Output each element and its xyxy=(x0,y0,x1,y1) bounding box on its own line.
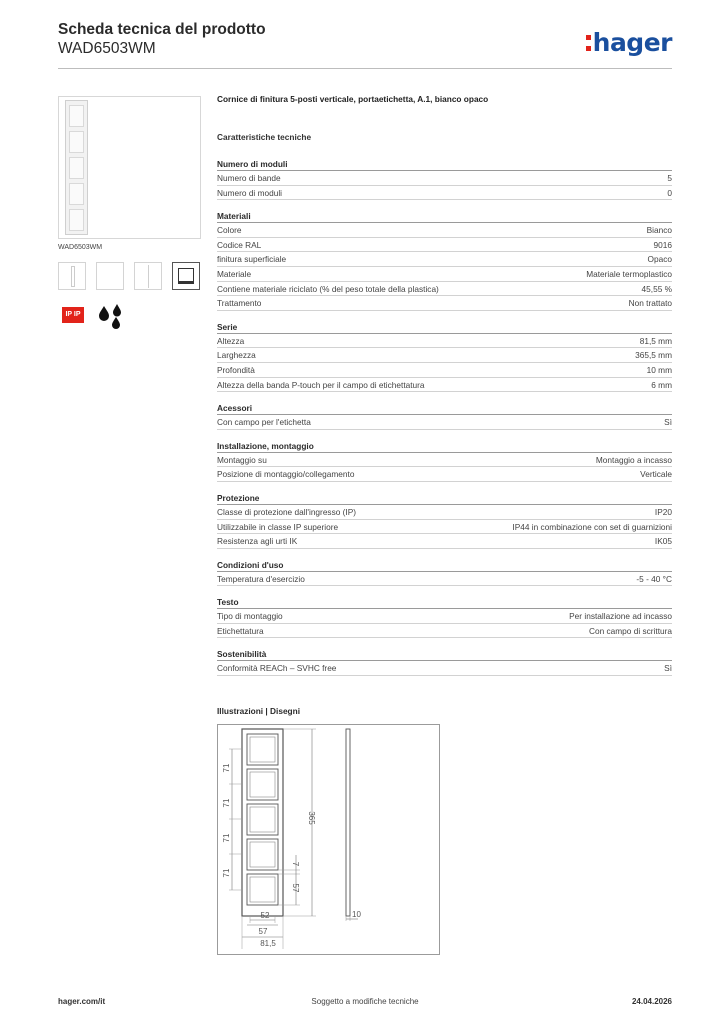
spec-label: Contiene materiale riciclato (% del peso totale della plastica) xyxy=(217,283,439,294)
spec-row xyxy=(217,223,672,238)
dim-width-total: 81,5 xyxy=(260,939,276,948)
logo-dots-icon xyxy=(586,28,591,51)
spec-value: IP20 xyxy=(654,506,672,517)
dim-height: 365 xyxy=(307,811,316,825)
spec-label: Colore xyxy=(217,225,242,236)
frame-edge-thumb[interactable] xyxy=(134,262,162,290)
section-title: Caratteristiche tecniche xyxy=(217,132,312,142)
spec-row xyxy=(217,467,672,482)
spec-value: 9016 xyxy=(653,239,672,250)
spec-value: -5 - 40 °C xyxy=(636,573,672,584)
spec-value: IP44 in combinazione con set di guarnizioni xyxy=(512,521,672,532)
hager-logo: hager xyxy=(586,28,672,57)
dim-inner: 52 xyxy=(260,911,270,920)
spec-row xyxy=(217,348,672,363)
spec-row xyxy=(217,520,672,535)
spec-row xyxy=(217,238,672,253)
spec-row xyxy=(217,267,672,282)
footer-notice: Soggetto a modifiche tecniche xyxy=(311,997,419,1006)
group-title: Acessori xyxy=(217,402,672,415)
group-title: Protezione xyxy=(217,492,672,505)
group-title: Materiali xyxy=(217,210,672,223)
document-title: Scheda tecnica del prodotto xyxy=(58,21,266,38)
spec-row xyxy=(217,252,672,267)
frame-drawing xyxy=(65,100,88,235)
label-holder-thumb[interactable] xyxy=(172,262,200,290)
spec-row xyxy=(217,572,672,587)
dim-pitch-4: 71 xyxy=(222,868,231,878)
tech-specs xyxy=(217,94,672,686)
spec-label: Posizione di montaggio/collegamento xyxy=(217,469,355,480)
dim-cell: 57 xyxy=(291,883,300,893)
spec-label: Con campo per l'etichetta xyxy=(217,417,311,428)
spec-label: Altezza della banda P-touch per il campo di etichettatura xyxy=(217,379,425,390)
dimension-drawing xyxy=(218,725,441,956)
spec-label: Temperatura d'esercizio xyxy=(217,573,305,584)
spec-label: Numero di bande xyxy=(217,173,281,183)
frame-front-thumb[interactable] xyxy=(58,262,86,290)
spec-value: IK05 xyxy=(654,536,672,547)
spec-value: Verticale xyxy=(640,469,672,480)
dim-width-outer: 57 xyxy=(258,927,268,936)
group-title: Numero di moduli xyxy=(217,158,672,171)
spec-label: Numero di moduli xyxy=(217,187,283,198)
spec-label: Montaggio su xyxy=(217,454,267,465)
spec-value: Materiale termoplastico xyxy=(586,268,672,279)
group-title: Condizioni d'uso xyxy=(217,559,672,572)
spec-row xyxy=(217,186,672,201)
spec-row xyxy=(217,378,672,393)
group-title: Installazione, montaggio xyxy=(217,440,672,453)
spec-value: 5 xyxy=(667,173,672,183)
spec-label: Materiale xyxy=(217,268,252,279)
spec-row xyxy=(217,171,672,186)
spec-label: Profondità xyxy=(217,364,255,375)
spec-row xyxy=(217,624,672,639)
dim-gap: 7 xyxy=(291,861,300,867)
product-description: Cornice di finitura 5-posti verticale, portaetichetta, A.1, bianco opaco xyxy=(217,94,489,104)
group-title: Testo xyxy=(217,596,672,609)
spec-label: Classe di protezione dall'ingresso (IP) xyxy=(217,506,357,517)
spec-value: Non trattato xyxy=(628,298,672,309)
product-image xyxy=(58,96,201,239)
frame-side-thumb[interactable] xyxy=(96,262,124,290)
product-code: WAD6503WM xyxy=(58,40,156,57)
spec-row xyxy=(217,363,672,378)
spec-label: Resistenza agli urti IK xyxy=(217,536,298,547)
spec-label: Codice RAL xyxy=(217,239,262,250)
footer-website[interactable]: hager.com/it xyxy=(58,997,106,1006)
spec-value: Opaco xyxy=(647,254,672,265)
water-drops-icon xyxy=(97,302,125,330)
group-title: Sostenibilità xyxy=(217,648,672,661)
spec-label: Utilizzabile in classe IP superiore xyxy=(217,521,339,532)
spec-label: Etichettatura xyxy=(217,625,264,636)
thumbnail-strip xyxy=(58,262,203,292)
footer-date: 24.04.2026 xyxy=(631,997,672,1006)
spec-row xyxy=(217,534,672,549)
spec-value: 45,55 % xyxy=(641,283,672,294)
spec-row xyxy=(217,415,672,430)
dim-depth: 10 xyxy=(352,910,361,919)
technical-drawing xyxy=(217,724,440,955)
spec-value: 81,5 mm xyxy=(639,335,672,346)
header-divider xyxy=(58,68,672,69)
spec-groups xyxy=(217,158,672,686)
spec-value: 365,5 mm xyxy=(635,350,672,361)
spec-value: 0 xyxy=(667,187,672,198)
spec-label: Trattamento xyxy=(217,298,262,309)
page-footer xyxy=(58,997,672,1011)
spec-value: Sì xyxy=(664,417,672,428)
spec-row xyxy=(217,296,672,311)
spec-row xyxy=(217,334,672,349)
image-caption: WAD6503WM xyxy=(58,244,103,251)
ip-badge-icon: IP IP xyxy=(62,307,84,323)
spec-label: finitura superficiale xyxy=(217,254,287,265)
dim-pitch-3: 71 xyxy=(222,833,231,843)
spec-label: Altezza xyxy=(217,335,245,346)
spec-value: 10 mm xyxy=(646,364,672,375)
spec-label: Larghezza xyxy=(217,350,256,361)
illustrations-title: Illustrazioni | Disegni xyxy=(217,706,300,716)
spec-row xyxy=(217,282,672,297)
spec-value: Bianco xyxy=(646,225,672,236)
spec-label: Conformità REACh – SVHC free xyxy=(217,663,337,674)
page-header xyxy=(58,20,672,70)
spec-value: Sì xyxy=(664,663,672,674)
spec-value: Con campo di scrittura xyxy=(588,625,672,636)
group-title: Serie xyxy=(217,321,672,334)
dim-pitch-2: 71 xyxy=(222,798,231,808)
spec-row xyxy=(217,453,672,468)
spec-value: Per installazione ad incasso xyxy=(569,611,672,622)
spec-row xyxy=(217,609,672,624)
spec-label: Tipo di montaggio xyxy=(217,611,283,622)
dim-pitch-1: 71 xyxy=(222,763,231,773)
spec-row xyxy=(217,661,672,676)
spec-value: 6 mm xyxy=(651,379,672,390)
spec-value: Montaggio a incasso xyxy=(595,454,672,465)
spec-row xyxy=(217,505,672,520)
